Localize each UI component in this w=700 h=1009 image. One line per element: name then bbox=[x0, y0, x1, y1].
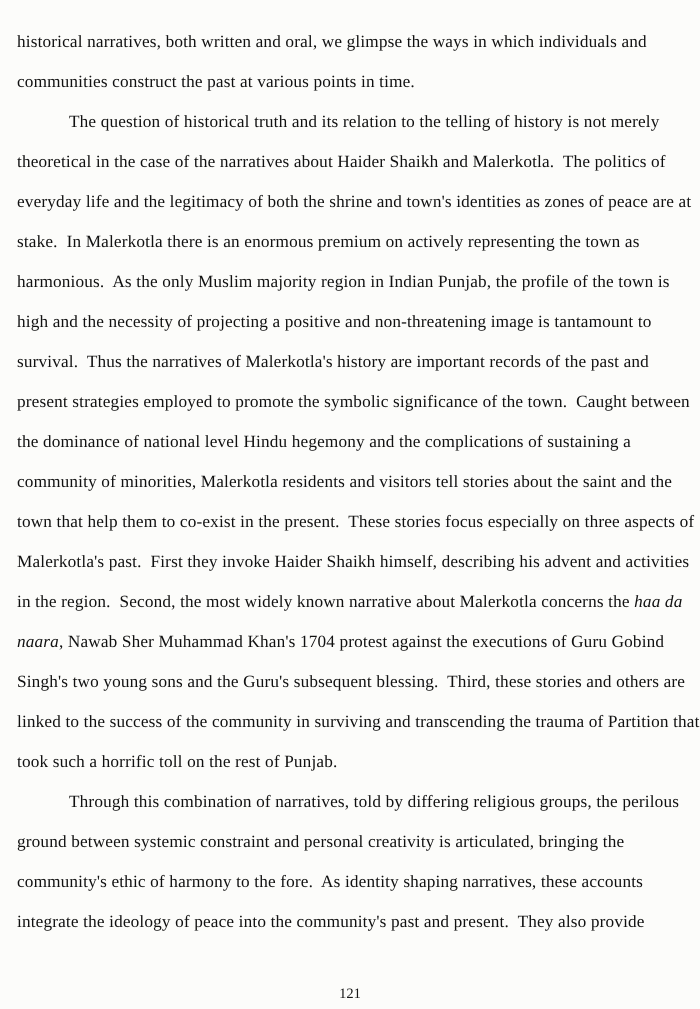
text-line: integrate the ideology of peace into the community's past and present. They also provide bbox=[17, 912, 645, 931]
text-line: Singh's two young sons and the Guru's subsequent blessing. Third, these stories and others are bbox=[17, 672, 686, 691]
text-line: high and the necessity of projecting a positive and non-threatening image is tantamount to bbox=[17, 312, 652, 331]
text-line: Malerkotla's past. First they invoke Haider Shaikh himself, describing his advent and activities bbox=[17, 552, 690, 571]
text-line: survival. Thus the narratives of Malerkotla's history are important records of the past and bbox=[17, 352, 649, 371]
text-line: took such a horrific toll on the rest of Punjab. bbox=[17, 752, 338, 771]
text-line-with-italic bbox=[17, 622, 687, 662]
text-line: linked to the success of the community in surviving and transcending the trauma of Partition that bbox=[17, 712, 700, 731]
text-line: historical narratives, both written and oral, we glimpse the ways in which individuals and bbox=[17, 32, 647, 51]
text-line: harmonious. As the only Muslim majority region in Indian Punjab, the profile of the town is bbox=[17, 272, 670, 291]
text-run: in the region. Second, the most widely known narrative about Malerkotla concerns the bbox=[17, 592, 635, 611]
italic-term: haa da bbox=[634, 592, 683, 611]
text-line: present strategies employed to promote the symbolic significance of the town. Caught between bbox=[17, 392, 690, 411]
text-line: town that help them to co-exist in the present. These stories focus especially on three aspects of bbox=[17, 512, 695, 531]
document-body bbox=[17, 22, 700, 942]
italic-term: naara bbox=[17, 632, 59, 651]
text-line: ground between systemic constraint and personal creativity is articulated, bringing the bbox=[17, 832, 625, 851]
text-line: the dominance of national level Hindu hegemony and the complications of sustaining a bbox=[17, 432, 631, 451]
text-line: stake. In Malerkotla there is an enormous premium on actively representing the town as bbox=[17, 232, 640, 251]
page-number: 121 bbox=[339, 986, 361, 1002]
text-line-with-italic bbox=[17, 582, 687, 622]
text-line: communities construct the past at various points in time. bbox=[17, 72, 415, 91]
text-line: community of minorities, Malerkotla residents and visitors tell stories about the saint and the bbox=[17, 472, 673, 491]
text-line: theoretical in the case of the narratives about Haider Shaikh and Malerkotla. The politics of bbox=[17, 152, 666, 171]
text-line: Through this combination of narratives, told by differing religious groups, the perilous bbox=[69, 792, 680, 811]
text-line: community's ethic of harmony to the fore. As identity shaping narratives, these accounts bbox=[17, 872, 644, 891]
text-line: The question of historical truth and its relation to the telling of history is not merely bbox=[69, 112, 660, 131]
text-run: , Nawab Sher Muhammad Khan's 1704 protest against the executions of Guru Gobind bbox=[58, 632, 665, 651]
text-line: everyday life and the legitimacy of both the shrine and town's identities as zones of peace are at bbox=[17, 192, 692, 211]
